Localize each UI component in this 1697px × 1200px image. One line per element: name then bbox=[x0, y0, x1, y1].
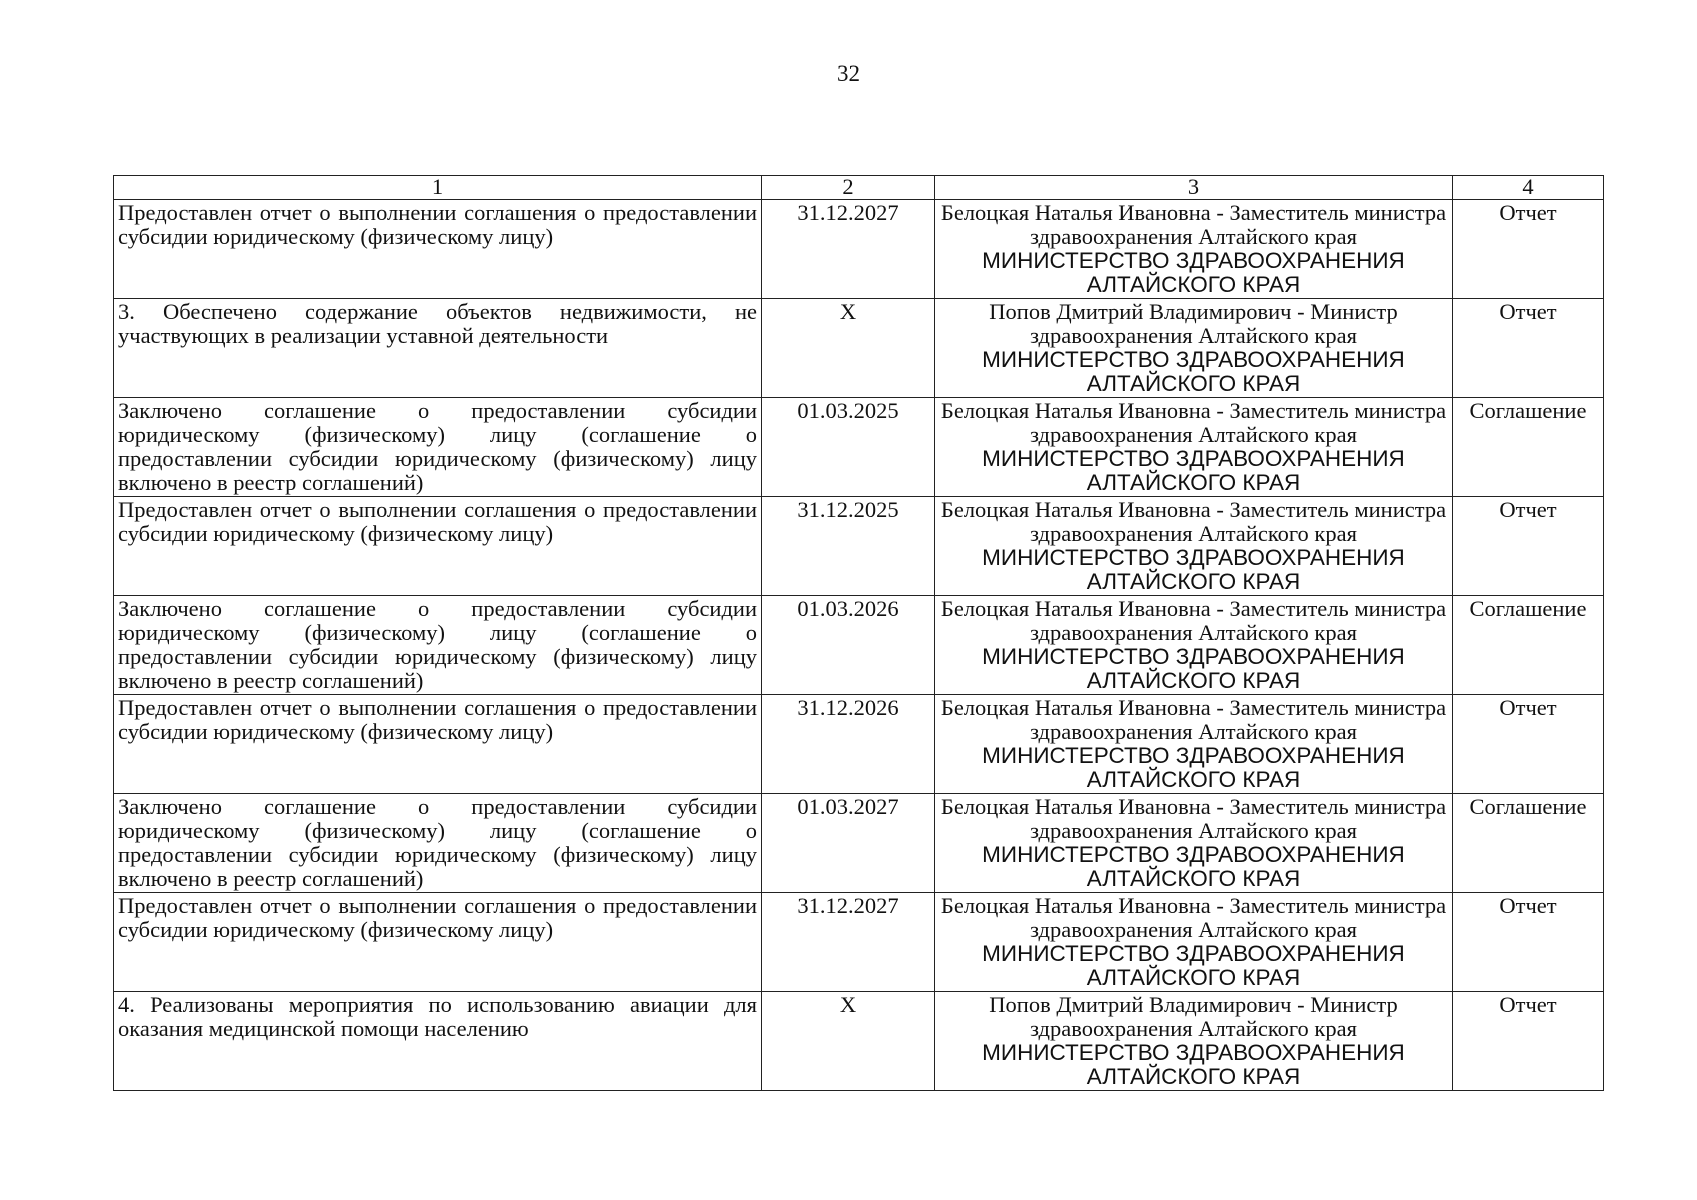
document-type-cell: Отчет bbox=[1453, 695, 1604, 794]
deadline-cell: 01.03.2027 bbox=[762, 794, 935, 893]
responsible-person: Попов Дмитрий Владимирович - Министр здравоохранения Алтайского края bbox=[989, 299, 1398, 348]
responsible-cell bbox=[935, 794, 1453, 893]
table-header-row bbox=[114, 176, 1604, 200]
column-header: 3 bbox=[935, 176, 1453, 200]
responsible-cell bbox=[935, 497, 1453, 596]
document-type-cell: Соглашение bbox=[1453, 596, 1604, 695]
responsible-person: Белоцкая Наталья Ивановна - Заместитель министра здравоохранения Алтайского края bbox=[940, 596, 1447, 645]
responsible-organization: МИНИСТЕРСТВО ЗДРАВООХРАНЕНИЯ АЛТАЙСКОГО КРАЯ bbox=[982, 644, 1405, 693]
column-header: 2 bbox=[762, 176, 935, 200]
responsible-organization: МИНИСТЕРСТВО ЗДРАВООХРАНЕНИЯ АЛТАЙСКОГО КРАЯ bbox=[982, 347, 1405, 396]
responsible-person: Белоцкая Наталья Ивановна - Заместитель министра здравоохранения Алтайского края bbox=[940, 497, 1447, 546]
task-description: Предоставлен отчет о выполнении соглашения о предоставлении субсидии юридическому (физическому лицу) bbox=[114, 893, 762, 992]
task-description: 3. Обеспечено содержание объектов недвижимости, не участвующих в реализации уставной деятельности bbox=[114, 299, 762, 398]
table-row bbox=[114, 695, 1604, 794]
deadline-cell: 01.03.2025 bbox=[762, 398, 935, 497]
table-row bbox=[114, 596, 1604, 695]
responsible-person: Попов Дмитрий Владимирович - Министр здравоохранения Алтайского края bbox=[989, 992, 1398, 1041]
table-row bbox=[114, 992, 1604, 1091]
task-description: Заключено соглашение о предоставлении субсидии юридическому (физическому) лицу (соглашение о предоставлении субсидии юридическому (физическому) лицу включено в реестр соглашений) bbox=[114, 596, 762, 695]
responsible-organization: МИНИСТЕРСТВО ЗДРАВООХРАНЕНИЯ АЛТАЙСКОГО КРАЯ bbox=[982, 446, 1405, 495]
responsible-person: Белоцкая Наталья Ивановна - Заместитель министра здравоохранения Алтайского края bbox=[940, 794, 1447, 843]
document-type-cell: Соглашение bbox=[1453, 794, 1604, 893]
responsible-organization: МИНИСТЕРСТВО ЗДРАВООХРАНЕНИЯ АЛТАЙСКОГО КРАЯ bbox=[982, 248, 1405, 297]
deadline-cell: 31.12.2027 bbox=[762, 200, 935, 299]
task-description: Заключено соглашение о предоставлении субсидии юридическому (физическому) лицу (соглашение о предоставлении субсидии юридическому (физическому) лицу включено в реестр соглашений) bbox=[114, 398, 762, 497]
responsible-organization: МИНИСТЕРСТВО ЗДРАВООХРАНЕНИЯ АЛТАЙСКОГО КРАЯ bbox=[982, 545, 1405, 594]
table-row bbox=[114, 398, 1604, 497]
responsible-cell bbox=[935, 695, 1453, 794]
deadline-cell: 31.12.2025 bbox=[762, 497, 935, 596]
task-description: 4. Реализованы мероприятия по использованию авиации для оказания медицинской помощи населению bbox=[114, 992, 762, 1091]
responsible-cell bbox=[935, 992, 1453, 1091]
column-header: 4 bbox=[1453, 176, 1604, 200]
deadline-cell: X bbox=[762, 992, 935, 1091]
deadline-cell: 31.12.2026 bbox=[762, 695, 935, 794]
task-description: Предоставлен отчет о выполнении соглашения о предоставлении субсидии юридическому (физическому лицу) bbox=[114, 695, 762, 794]
responsible-organization: МИНИСТЕРСТВО ЗДРАВООХРАНЕНИЯ АЛТАЙСКОГО КРАЯ bbox=[982, 941, 1405, 990]
responsible-cell bbox=[935, 596, 1453, 695]
document-type-cell: Отчет bbox=[1453, 992, 1604, 1091]
responsible-person: Белоцкая Наталья Ивановна - Заместитель министра здравоохранения Алтайского края bbox=[940, 398, 1447, 447]
task-description: Предоставлен отчет о выполнении соглашения о предоставлении субсидии юридическому (физическому лицу) bbox=[114, 200, 762, 299]
responsible-cell bbox=[935, 398, 1453, 497]
page-number: 32 bbox=[837, 61, 860, 86]
table-row bbox=[114, 794, 1604, 893]
deadline-cell: X bbox=[762, 299, 935, 398]
table-row bbox=[114, 200, 1604, 299]
responsible-person: Белоцкая Наталья Ивановна - Заместитель министра здравоохранения Алтайского края bbox=[940, 695, 1447, 744]
table-row bbox=[114, 299, 1604, 398]
responsible-organization: МИНИСТЕРСТВО ЗДРАВООХРАНЕНИЯ АЛТАЙСКОГО КРАЯ bbox=[982, 842, 1405, 891]
document-type-cell: Соглашение bbox=[1453, 398, 1604, 497]
responsible-cell bbox=[935, 893, 1453, 992]
document-type-cell: Отчет bbox=[1453, 299, 1604, 398]
responsible-person: Белоцкая Наталья Ивановна - Заместитель министра здравоохранения Алтайского края bbox=[940, 893, 1447, 942]
task-description: Заключено соглашение о предоставлении субсидии юридическому (физическому) лицу (соглашение о предоставлении субсидии юридическому (физическому) лицу включено в реестр соглашений) bbox=[114, 794, 762, 893]
deadline-cell: 31.12.2027 bbox=[762, 893, 935, 992]
deadline-cell: 01.03.2026 bbox=[762, 596, 935, 695]
responsible-organization: МИНИСТЕРСТВО ЗДРАВООХРАНЕНИЯ АЛТАЙСКОГО КРАЯ bbox=[982, 1040, 1405, 1089]
responsible-cell bbox=[935, 299, 1453, 398]
column-header: 1 bbox=[114, 176, 762, 200]
plan-table bbox=[113, 175, 1604, 1091]
responsible-cell bbox=[935, 200, 1453, 299]
responsible-person: Белоцкая Наталья Ивановна - Заместитель министра здравоохранения Алтайского края bbox=[940, 200, 1447, 249]
responsible-organization: МИНИСТЕРСТВО ЗДРАВООХРАНЕНИЯ АЛТАЙСКОГО КРАЯ bbox=[982, 743, 1405, 792]
table-row bbox=[114, 497, 1604, 596]
task-description: Предоставлен отчет о выполнении соглашения о предоставлении субсидии юридическому (физическому лицу) bbox=[114, 497, 762, 596]
table-row bbox=[114, 893, 1604, 992]
document-type-cell: Отчет bbox=[1453, 200, 1604, 299]
document-type-cell: Отчет bbox=[1453, 893, 1604, 992]
document-type-cell: Отчет bbox=[1453, 497, 1604, 596]
